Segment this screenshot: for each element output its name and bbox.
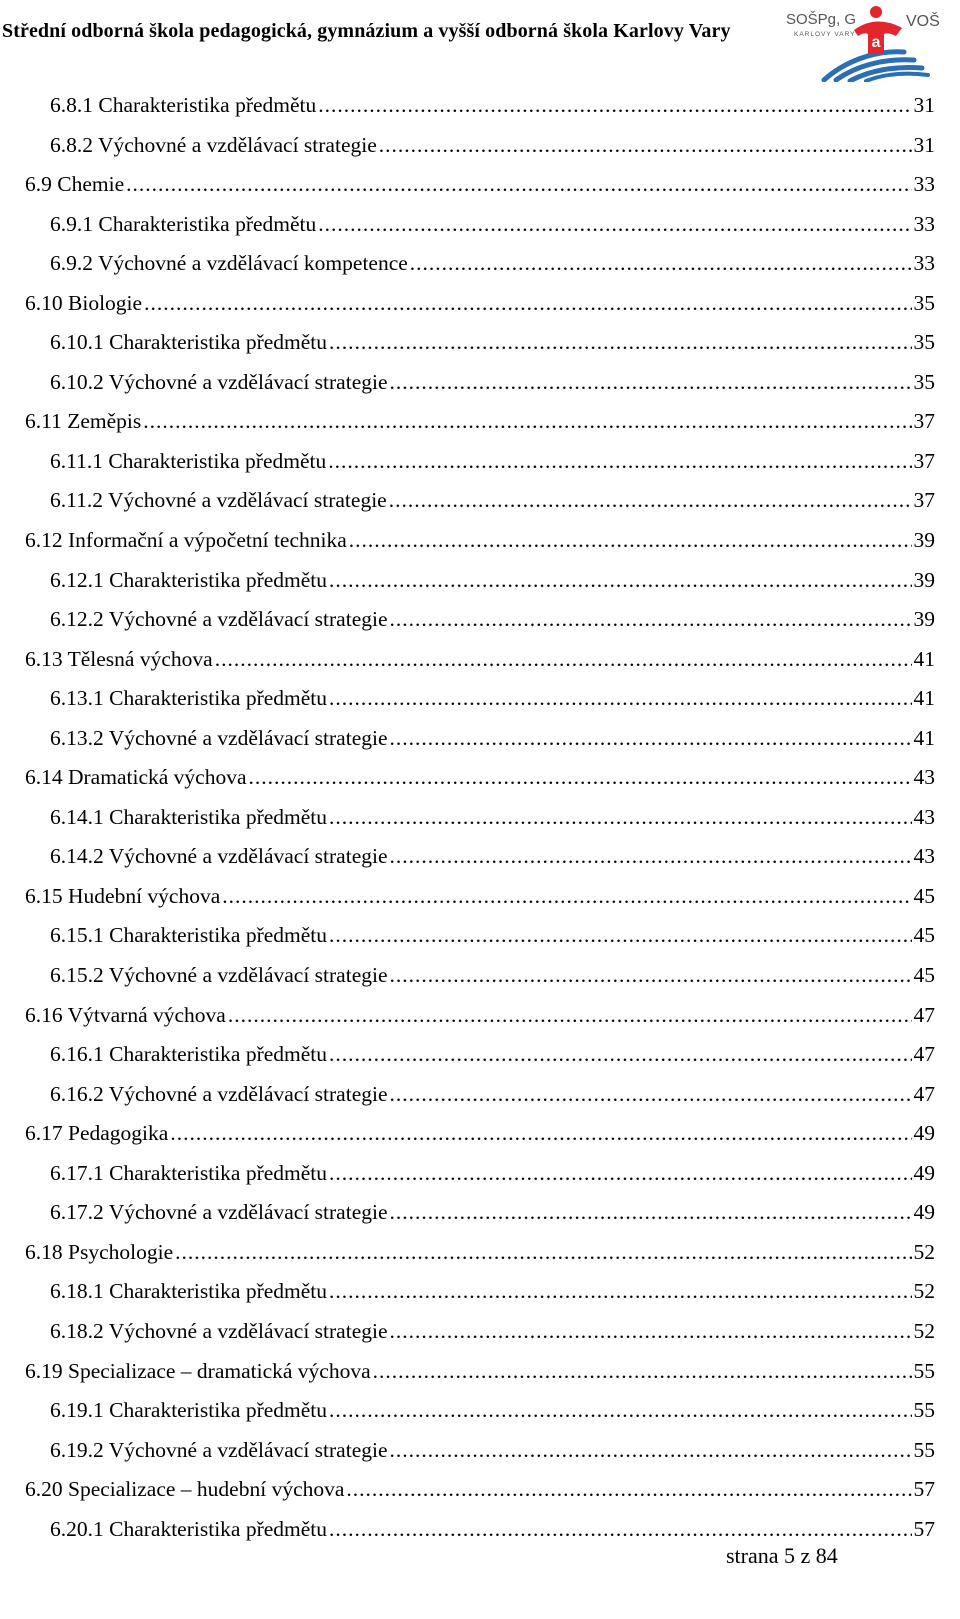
logo-letter: a [871, 34, 881, 51]
toc-dot-leader [390, 363, 912, 403]
toc-entry-title: 6.15.1 Charakteristika předmětu [50, 923, 328, 948]
toc-entry-page: 52 [913, 1239, 935, 1264]
toc-entry-page: 55 [913, 1358, 935, 1383]
page-header [0, 0, 960, 68]
toc-entry-page: 45 [913, 883, 935, 908]
toc-entry-page: 35 [913, 290, 935, 315]
toc-dot-leader [318, 86, 911, 126]
toc-entry-title: 6.11 Zeměpis [25, 409, 142, 434]
toc-entry-page: 39 [913, 528, 935, 553]
school-logo-graphic [784, 2, 960, 82]
toc-entry-title: 6.9 Chemie [25, 172, 125, 197]
toc-entry[interactable] [25, 1431, 935, 1471]
toc-dot-leader [222, 877, 911, 917]
toc-entry-page: 57 [913, 1477, 935, 1502]
toc-entry-title: 6.19 Specializace – dramatická výchova [25, 1358, 371, 1383]
toc-entry[interactable] [25, 996, 935, 1036]
toc-entry-page: 49 [913, 1200, 935, 1225]
toc-entry-title: 6.14 Dramatická výchova [25, 765, 247, 790]
toc-dot-leader [175, 1233, 911, 1273]
toc-entry-page: 55 [913, 1437, 935, 1462]
toc-entry-page: 43 [913, 844, 935, 869]
toc-entry-page: 55 [913, 1398, 935, 1423]
toc-entry[interactable] [25, 165, 935, 205]
toc-dot-leader [390, 719, 912, 759]
toc-entry-title: 6.12.2 Výchovné a vzdělávací strategie [50, 607, 388, 632]
toc-entry-title: 6.9.1 Charakteristika předmětu [50, 211, 317, 236]
toc-entry[interactable] [25, 86, 935, 126]
toc-entry-page: 47 [913, 1081, 935, 1106]
toc-entry-title: 6.18 Psychologie [25, 1239, 174, 1264]
school-name: Střední odborná škola pedagogická, gymnázium a vyšší odborná škola Karlovy Vary [2, 20, 731, 42]
toc-dot-leader [410, 244, 912, 284]
toc-entry[interactable] [25, 402, 935, 442]
toc-dot-leader [390, 1193, 912, 1233]
toc-entry-title: 6.13 Tělesná výchova [25, 646, 213, 671]
toc-dot-leader [215, 640, 912, 680]
toc-dot-leader [390, 600, 912, 640]
toc-entry[interactable] [25, 521, 935, 561]
toc-dot-leader [379, 126, 912, 166]
table-of-contents [25, 86, 935, 1549]
toc-entry-title: 6.10.1 Charakteristika předmětu [50, 330, 328, 355]
toc-entry[interactable] [25, 916, 935, 956]
toc-entry[interactable] [25, 363, 935, 403]
toc-entry[interactable] [25, 837, 935, 877]
toc-entry-title: 6.16.2 Výchovné a vzdělávací strategie [50, 1081, 388, 1106]
toc-entry[interactable] [25, 1075, 935, 1115]
toc-dot-leader [390, 1431, 912, 1471]
toc-entry-title: 6.17.2 Výchovné a vzdělávací strategie [50, 1200, 388, 1225]
toc-dot-leader [329, 679, 911, 719]
toc-entry-title: 6.19.1 Charakteristika předmětu [50, 1398, 328, 1423]
toc-entry-page: 41 [913, 646, 935, 671]
toc-entry-title: 6.17 Pedagogika [25, 1121, 169, 1146]
toc-dot-leader [349, 521, 912, 561]
toc-entry-page: 35 [913, 369, 935, 394]
toc-dot-leader [329, 798, 911, 838]
toc-entry[interactable] [25, 640, 935, 680]
toc-entry[interactable] [25, 1272, 935, 1312]
toc-dot-leader [329, 1154, 911, 1194]
toc-entry[interactable] [25, 481, 935, 521]
toc-entry-page: 45 [913, 923, 935, 948]
toc-dot-leader [373, 1352, 912, 1392]
toc-entry-title: 6.20 Specializace – hudební výchova [25, 1477, 345, 1502]
toc-entry-title: 6.20.1 Charakteristika předmětu [50, 1516, 328, 1541]
toc-dot-leader [329, 1391, 911, 1431]
toc-entry[interactable] [25, 1470, 935, 1510]
page-number: strana 5 z 84 [726, 1543, 838, 1568]
toc-entry-title: 6.10 Biologie [25, 290, 143, 315]
toc-entry-page: 49 [913, 1160, 935, 1185]
school-logo [784, 2, 960, 82]
toc-entry-page: 47 [913, 1002, 935, 1027]
toc-entry-page: 43 [913, 804, 935, 829]
toc-dot-leader [329, 1272, 911, 1312]
toc-dot-leader [329, 1035, 911, 1075]
toc-dot-leader [390, 1312, 912, 1352]
toc-entry[interactable] [25, 798, 935, 838]
toc-entry-page: 52 [913, 1318, 935, 1343]
toc-entry-page: 43 [913, 765, 935, 790]
toc-entry-page: 31 [913, 93, 935, 117]
toc-entry-page: 41 [913, 725, 935, 750]
toc-entry-page: 33 [913, 251, 935, 276]
toc-dot-leader [389, 481, 912, 521]
toc-entry-title: 6.16.1 Charakteristika předmětu [50, 1042, 328, 1067]
toc-entry-page: 35 [913, 330, 935, 355]
toc-dot-leader [390, 837, 912, 877]
toc-entry[interactable] [25, 126, 935, 166]
toc-dot-leader [170, 1114, 911, 1154]
toc-entry-title: 6.10.2 Výchovné a vzdělávací strategie [50, 369, 388, 394]
toc-entry-title: 6.13.1 Charakteristika předmětu [50, 686, 328, 711]
toc-entry[interactable] [25, 284, 935, 324]
toc-entry-title: 6.11.1 Charakteristika předmětu [50, 448, 327, 473]
toc-dot-leader [329, 916, 911, 956]
toc-entry-page: 33 [913, 172, 935, 197]
toc-entry-page: 49 [913, 1121, 935, 1146]
toc-entry-title: 6.11.2 Výchovné a vzdělávací strategie [50, 488, 387, 513]
toc-entry-title: 6.13.2 Výchovné a vzdělávací strategie [50, 725, 388, 750]
toc-entry[interactable] [25, 561, 935, 601]
toc-entry[interactable] [25, 600, 935, 640]
toc-entry[interactable] [25, 1233, 935, 1273]
toc-entry[interactable] [25, 1154, 935, 1194]
toc-entry-title: 6.12.1 Charakteristika předmětu [50, 567, 328, 592]
toc-dot-leader [329, 323, 911, 363]
toc-entry[interactable] [25, 877, 935, 917]
toc-entry-page: 33 [913, 211, 935, 236]
toc-entry-page: 37 [913, 488, 935, 513]
toc-entry-title: 6.9.2 Výchovné a vzdělávací kompetence [50, 251, 408, 276]
toc-dot-leader [318, 205, 911, 245]
toc-dot-leader [143, 402, 911, 442]
toc-dot-leader [390, 956, 912, 996]
toc-entry[interactable] [25, 442, 935, 482]
toc-entry-page: 37 [913, 448, 935, 473]
toc-entry-title: 6.18.1 Charakteristika předmětu [50, 1279, 328, 1304]
toc-entry-title: 6.8.1 Charakteristika předmětu [50, 93, 317, 117]
toc-entry[interactable] [25, 1193, 935, 1233]
toc-dot-leader [126, 165, 911, 205]
toc-entry[interactable] [25, 244, 935, 284]
toc-entry[interactable] [25, 205, 935, 245]
toc-entry[interactable] [25, 956, 935, 996]
toc-entry-page: 47 [913, 1042, 935, 1067]
toc-entry-title: 6.15 Hudební výchova [25, 883, 221, 908]
toc-entry-title: 6.16 Výtvarná výchova [25, 1002, 226, 1027]
toc-dot-leader [144, 284, 911, 324]
toc-dot-leader [329, 561, 911, 601]
toc-dot-leader [249, 758, 912, 798]
logo-right-text: VOŠ [906, 13, 940, 30]
toc-entry-page: 37 [913, 409, 935, 434]
toc-entry-page: 45 [913, 963, 935, 988]
toc-entry-title: 6.17.1 Charakteristika předmětu [50, 1160, 328, 1185]
toc-entry[interactable] [25, 1312, 935, 1352]
toc-entry-title: 6.8.2 Výchovné a vzdělávací strategie [50, 132, 377, 157]
toc-entry-page: 39 [913, 607, 935, 632]
toc-entry[interactable] [25, 758, 935, 798]
toc-entry-page: 41 [913, 686, 935, 711]
toc-entry[interactable] [25, 719, 935, 759]
toc-entry[interactable] [25, 323, 935, 363]
toc-dot-leader [328, 442, 911, 482]
toc-entry-page: 52 [913, 1279, 935, 1304]
toc-entry[interactable] [25, 1391, 935, 1431]
toc-entry[interactable] [25, 679, 935, 719]
toc-entry-title: 6.14.1 Charakteristika předmětu [50, 804, 328, 829]
toc-entry-page: 57 [913, 1516, 935, 1541]
toc-entry[interactable] [25, 1352, 935, 1392]
toc-entry-title: 6.15.2 Výchovné a vzdělávací strategie [50, 963, 388, 988]
toc-entry-title: 6.19.2 Výchovné a vzdělávací strategie [50, 1437, 388, 1462]
toc-entry-page: 31 [913, 132, 935, 157]
toc-dot-leader [390, 1075, 912, 1115]
toc-entry-title: 6.12 Informační a výpočetní technika [25, 528, 347, 553]
toc-entry-page: 39 [913, 567, 935, 592]
logo-sub-text: KARLOVY VARY [794, 31, 856, 38]
toc-dot-leader [346, 1470, 911, 1510]
toc-entry[interactable] [25, 1035, 935, 1075]
toc-entry[interactable] [25, 1114, 935, 1154]
toc-dot-leader [228, 996, 912, 1036]
toc-entry-title: 6.18.2 Výchovné a vzdělávací strategie [50, 1318, 388, 1343]
toc-entry-title: 6.14.2 Výchovné a vzdělávací strategie [50, 844, 388, 869]
logo-left-text: SOŠPg, G [786, 11, 857, 28]
